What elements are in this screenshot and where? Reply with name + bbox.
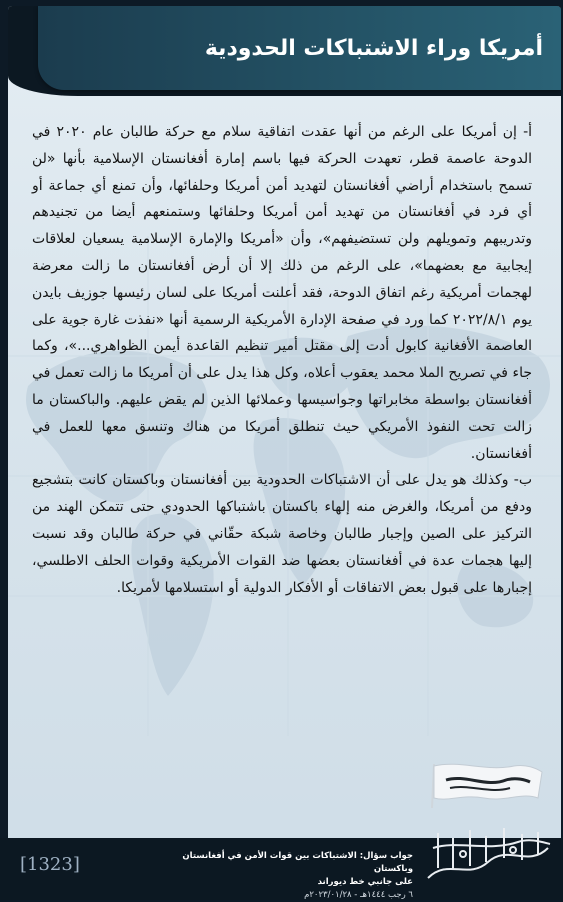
footer-date: ٦ رجب ١٤٤٤هـ - ٢٠٢٣/٠١/٢٨م bbox=[304, 890, 413, 900]
calligraphy-logo-icon bbox=[418, 818, 558, 890]
footer-caption-line1: جواب سؤال: الاشتباكات بين قوات الأمن في أفغانستان وباكستان bbox=[182, 851, 413, 874]
page-card bbox=[8, 6, 561, 886]
article-body bbox=[32, 119, 532, 601]
flag-logo-icon bbox=[426, 758, 546, 818]
paragraph-a: أ- إن أمريكا على الرغم من أنها عقدت اتفاقية سلام مع حركة طالبان عام ٢٠٢٠ في الدوحة عاصمة قطر، تعهدت الحركة فيها باسم إمارة أفغانستان الإسلامية بأنها «لن تسمح باستخدام أراضي أفغانستان لتهديد أمن أمريكا وحلفائها، وأن تمنع أي جماعة أو أي فرد في أفغانستان من تهديد أمن أمريكا وحلفائها وستمنعهم أيضا من تجنيدهم وتدريبهم وتمويلهم ولن تستضيفهم»، وأن «أمريكا والإمارة الإسلامية يسعيان لعلاقات إيجابية مع بعضهما»، على الرغم من ذلك إلا أن أرض أفغانستان ما زالت معرضة لهجمات أمريكية رغم اتفاق الدوحة، فقد أعلنت أمريكا على لسان رئيسها جوزيف بايدن يوم ٢٠٢٢/٨/١ كما ورد في صفحة الإدارة الأمريكية الرسمية أنها «نفذت غارة جوية على العاصمة الأفغانية كابول أدت إلى مقتل أمير تنظيم القاعدة أيمن الظواهري...»، وكما جاء في تصريح الملا محمد يعقوب أعلاه، وكل هذا يدل على أن أمريكا ما زالت تعمل في أفغانستان بواسطة مخابراتها وجواسيسها وعملائها الذين لم يقض عليهم. والباكستان ما زالت تحت النفوذ الأمريكي حيث تنطلق أمريكا من هناك وتنسق معها للعمل في أفغانستان. bbox=[32, 124, 533, 462]
footer-caption-line2: على جانبي خط ديوراند bbox=[317, 877, 413, 887]
header-panel bbox=[38, 6, 561, 90]
page-title: أمريكا وراء الاشتباكات الحدودية bbox=[204, 36, 543, 61]
footer-caption bbox=[153, 850, 413, 902]
paragraph-b: ب- وكذلك هو يدل على أن الاشتباكات الحدودية بين أفغانستان وباكستان كانت بتشجيع ودفع من أمريكا، والغرض منه إلهاء باكستان باشتباكها الحدودي حتى تتمكن الهند من التركيز على الصين وإجبار طالبان وخاصة شبكة حقّاني في حركة طالبان وقد نسبت إليها هجمات عدة في أفغانستان بعضها ضد القوات الأمريكية وقوات الحلف الاطلسي، إجبارها على قبول بعض الاتفاقات أو الأفكار الدولية أو استسلامها لأمريكا. bbox=[32, 472, 532, 596]
page-number: [1323] bbox=[20, 854, 80, 875]
